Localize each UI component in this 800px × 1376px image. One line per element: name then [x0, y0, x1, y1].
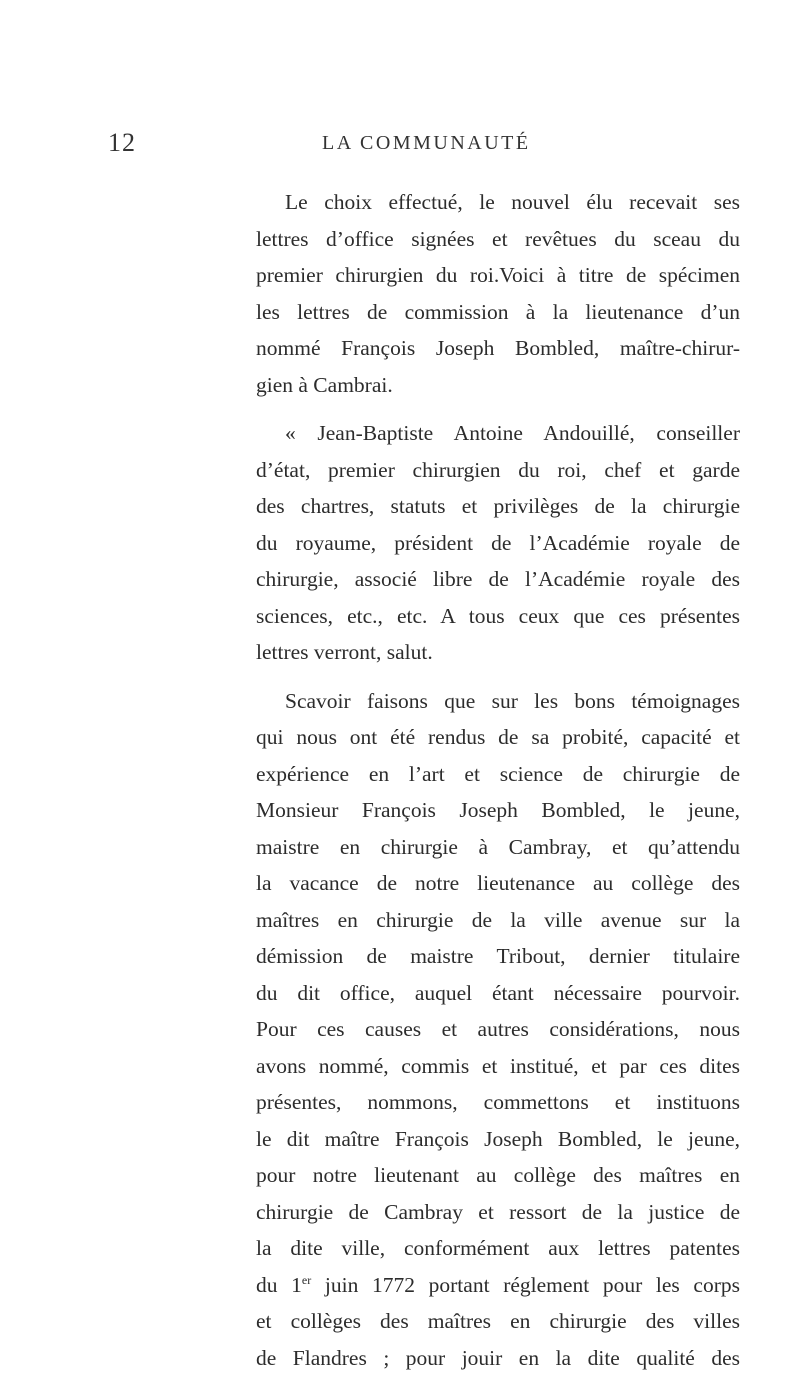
text-line: d’état, premier chirurgien du roi, chef et garde: [256, 452, 740, 489]
date-prefix: du 1: [256, 1273, 302, 1297]
text-line: et collèges des maîtres en chirurgie des villes: [256, 1303, 740, 1340]
text-line: de Flandres ; pour jouir en la dite qualité des: [256, 1340, 740, 1376]
text-line: Scavoir faisons que sur les bons témoignages: [256, 683, 740, 720]
text-line: chirurgie, associé libre de l’Académie royale des: [256, 561, 740, 598]
text-line: premier chirurgien du roi.Voici à titre de spécimen: [256, 257, 740, 294]
text-line: lettres verront, salut.: [256, 634, 740, 671]
running-title: LA COMMUNAUTÉ: [322, 132, 531, 155]
ordinal-superscript: er: [302, 1272, 311, 1286]
page-number: 12: [108, 128, 136, 158]
text-line: présentes, nommons, commettons et instituons: [256, 1084, 740, 1121]
body-text: [256, 184, 740, 1376]
text-line: les lettres de commission à la lieutenance d’un: [256, 294, 740, 331]
text-line: « Jean-Baptiste Antoine Andouillé, conseiller: [256, 415, 740, 452]
paragraph-1: [256, 184, 740, 403]
text-line: la vacance de notre lieutenance au collège des: [256, 865, 740, 902]
text-line: lettres d’office signées et revêtues du sceau du: [256, 221, 740, 258]
text-line: le dit maître François Joseph Bombled, le jeune,: [256, 1121, 740, 1158]
text-line: du royaume, président de l’Académie royale de: [256, 525, 740, 562]
paragraph-2: [256, 415, 740, 671]
text-line: maîtres en chirurgie de la ville avenue sur la: [256, 902, 740, 939]
text-line: nommé François Joseph Bombled, maître-chirur-: [256, 330, 740, 367]
text-line: qui nous ont été rendus de sa probité, capacité et: [256, 719, 740, 756]
text-line: démission de maistre Tribout, dernier titulaire: [256, 938, 740, 975]
text-line: chirurgie de Cambray et ressort de la justice de: [256, 1194, 740, 1231]
date-suffix: juin 1772 portant réglement pour les corps: [311, 1273, 740, 1297]
text-line-with-superscript: [256, 1267, 740, 1304]
page-header: [108, 128, 728, 168]
text-line: sciences, etc., etc. A tous ceux que ces présentes: [256, 598, 740, 635]
text-line: expérience en l’art et science de chirurgie de: [256, 756, 740, 793]
text-line: maistre en chirurgie à Cambray, et qu’attendu: [256, 829, 740, 866]
text-line: gien à Cambrai.: [256, 367, 740, 404]
text-line: avons nommé, commis et institué, et par ces dites: [256, 1048, 740, 1085]
text-line: la dite ville, conformément aux lettres patentes: [256, 1230, 740, 1267]
text-line: Pour ces causes et autres considérations, nous: [256, 1011, 740, 1048]
text-line: du dit office, auquel étant nécessaire pourvoir.: [256, 975, 740, 1012]
paragraph-3: [256, 683, 740, 1376]
text-line: Monsieur François Joseph Bombled, le jeune,: [256, 792, 740, 829]
text-line: des chartres, statuts et privilèges de la chirurgie: [256, 488, 740, 525]
text-line: pour notre lieutenant au collège des maîtres en: [256, 1157, 740, 1194]
text-line: Le choix effectué, le nouvel élu recevait ses: [256, 184, 740, 221]
